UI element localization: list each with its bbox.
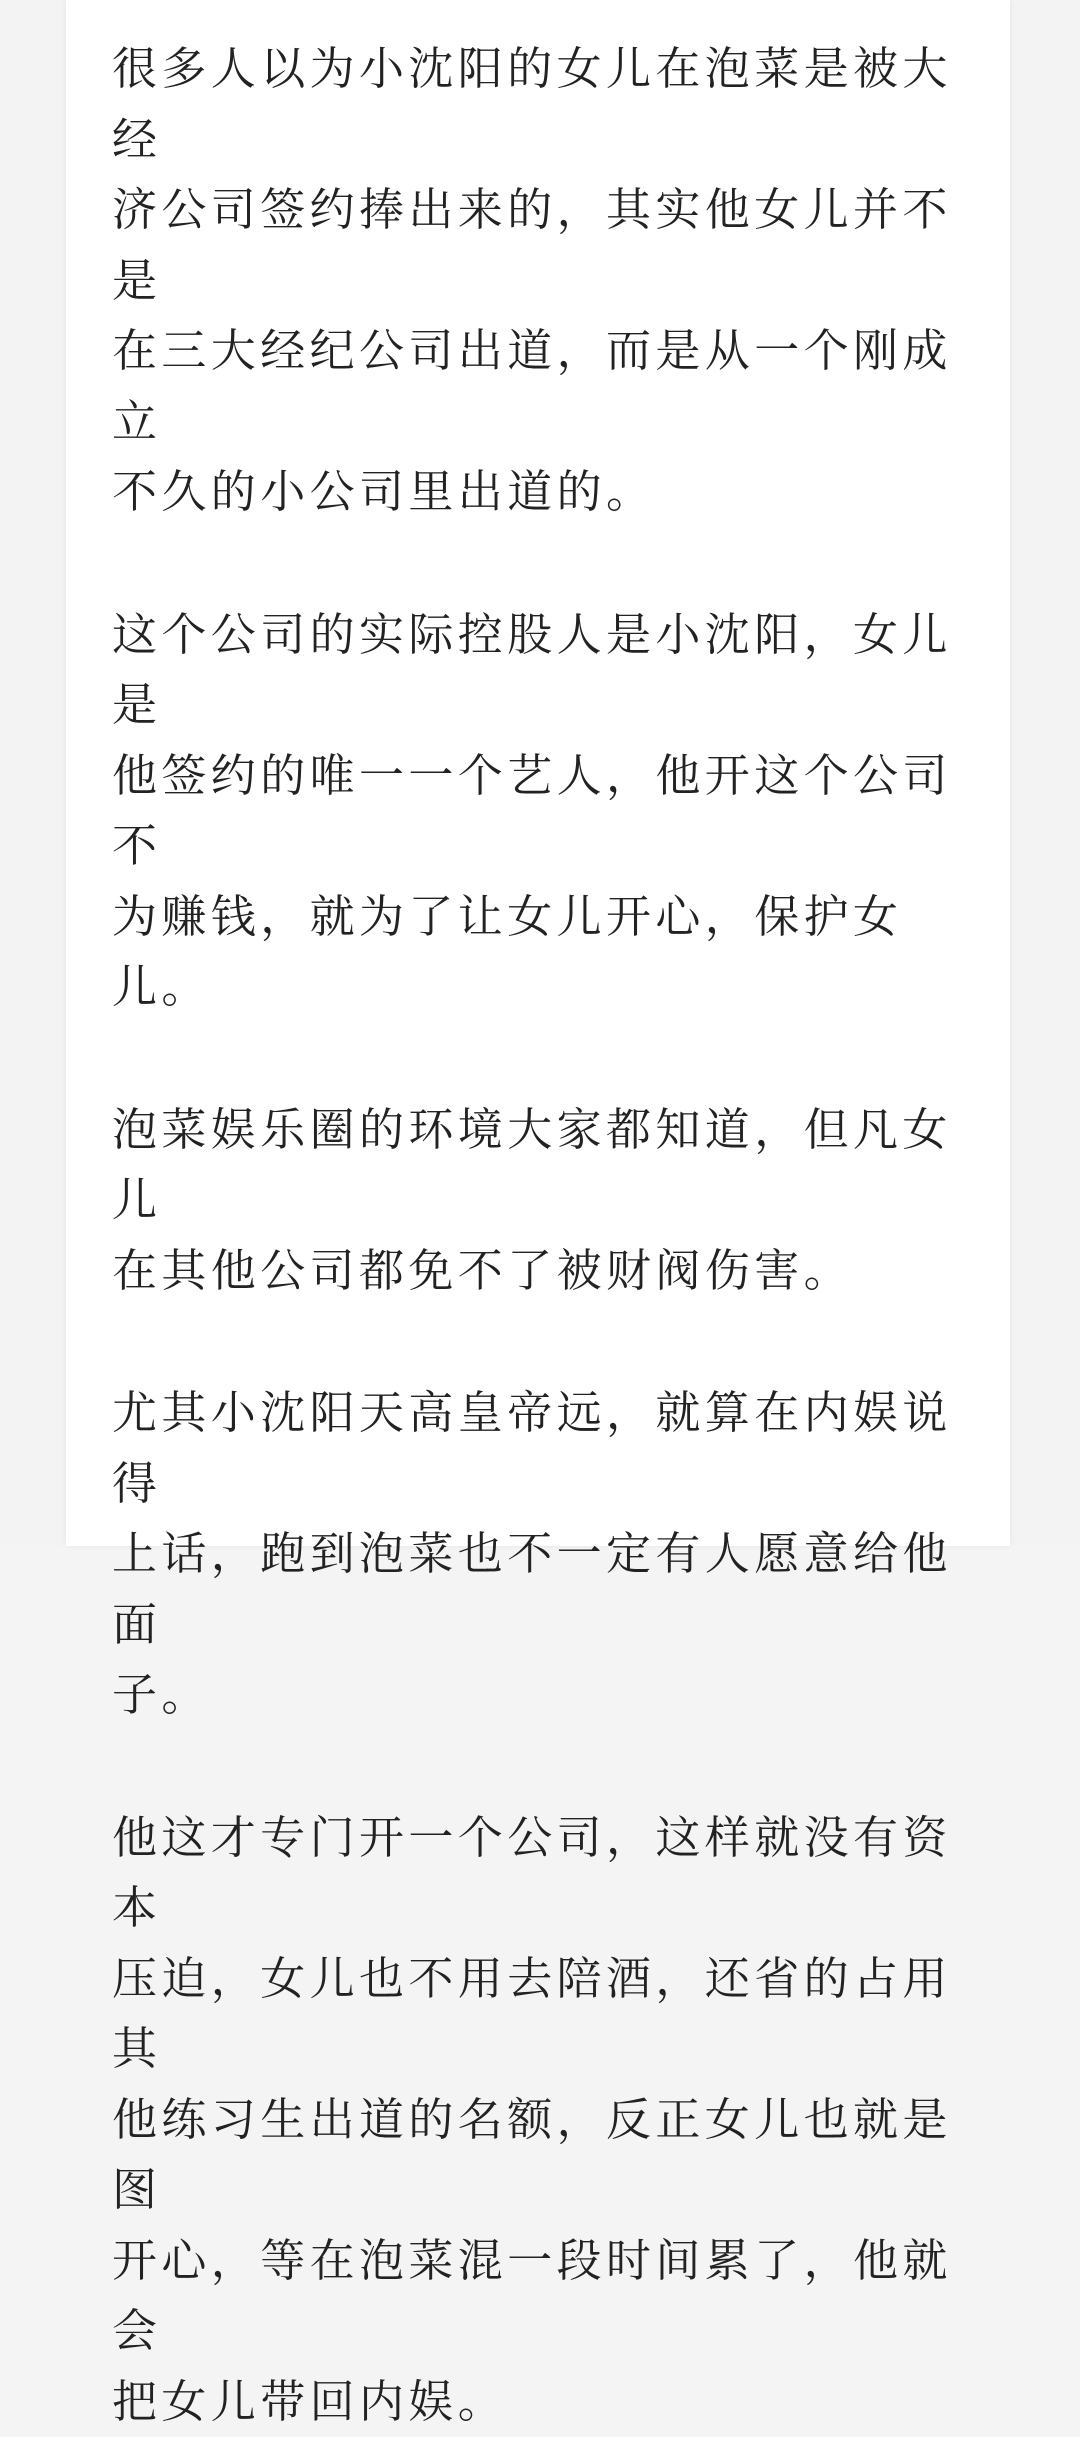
- article-paragraph: 他这才专门开一个公司，这样就没有资本 压迫，女儿也不用去陪酒，还省的占用其 他练习生出道的名额，反正女儿也就是图 开心，等在泡菜混一段时间累了，他就会 把女儿带回内娱。: [112, 1803, 972, 2437]
- article-paragraph: 尤其小沈阳天高皇帝远，就算在内娱说得 上话，跑到泡菜也不一定有人愿意给他面 子。: [112, 1378, 972, 1731]
- article-body: [112, 34, 972, 2437]
- article-paragraph: 很多人以为小沈阳的女儿在泡菜是被大经 济公司签约捧出来的，其实他女儿并不是 在三大经纪公司出道，而是从一个刚成立 不久的小公司里出道的。: [112, 34, 972, 528]
- article-paragraph: 泡菜娱乐圈的环境大家都知道，但凡女儿 在其他公司都免不了被财阀伤害。: [112, 1095, 972, 1307]
- article-paragraph: 这个公司的实际控股人是小沈阳，女儿是 他签约的唯一一个艺人，他开这个公司不 为赚钱，就为了让女儿开心，保护女儿。: [112, 600, 972, 1023]
